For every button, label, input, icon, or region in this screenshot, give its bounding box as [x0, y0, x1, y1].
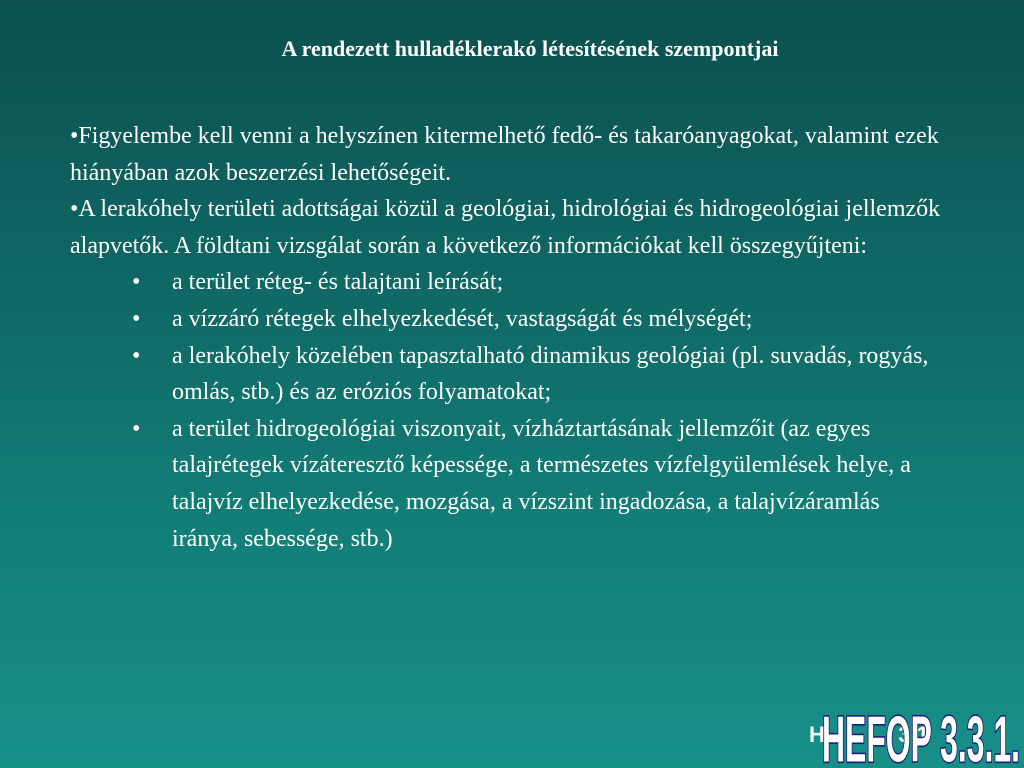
hefop-logo [818, 694, 1024, 768]
list-item [70, 338, 950, 411]
list-item-text: a lerakóhely közelében tapasztalható dinamikus geológiai (pl. suvadás, rogyás, omlás, stb.) és az eróziós folyamatokat; [172, 342, 929, 406]
paragraph-text: Figyelembe kell venni a helyszínen kitermelhető fedő- és takaróanyagokat, valamint ezek hiányában azok beszerzési lehetőségeit. [70, 123, 939, 186]
list-item [70, 264, 950, 301]
list-item [70, 301, 950, 338]
list-item-text: a vízzáró rétegek elhelyezkedését, vastagságát és mélységét; [172, 305, 753, 332]
list-item-text: a terület réteg- és talajtani leírását; [172, 269, 504, 296]
paragraph-cover-materials [70, 118, 950, 191]
paragraph-text: A lerakóhely területi adottságai közül a geológiai, hidrológiai és hidrogeológiai jellemzők alapvetők. A földtani vizsgálat során a következő információkat kell összegyűjteni: [70, 196, 941, 259]
paragraph-bullet: • [70, 196, 79, 223]
list-bullet: • [132, 415, 141, 442]
slide-body [70, 118, 950, 557]
list-item [70, 411, 950, 557]
list-bullet: • [132, 269, 141, 296]
list-bullet: • [132, 342, 141, 369]
list-item-text: a terület hidrogeológiai viszonyait, vízháztartásának jellemzőit (az egyes talajrétegek vízáteresztő képessége, a természetes vízfelgyülemlések helye, a talajvíz elhelyezkedése, mozgása, a vízszint ingadozása, a talajvízáramlás iránya, sebessége, stb.) [172, 415, 911, 552]
slide-title: A rendezett hulladéklerakó létesítésének szempontjai [281, 36, 779, 61]
paragraph-site-properties [70, 191, 950, 264]
list-bullet: • [132, 305, 141, 332]
geology-info-list [70, 264, 950, 557]
footer-program-label: H . 3.1 [809, 722, 929, 747]
hefop-logo-text: HEFOP 3.3.1. [822, 703, 1020, 768]
paragraph-bullet: • [70, 123, 79, 149]
